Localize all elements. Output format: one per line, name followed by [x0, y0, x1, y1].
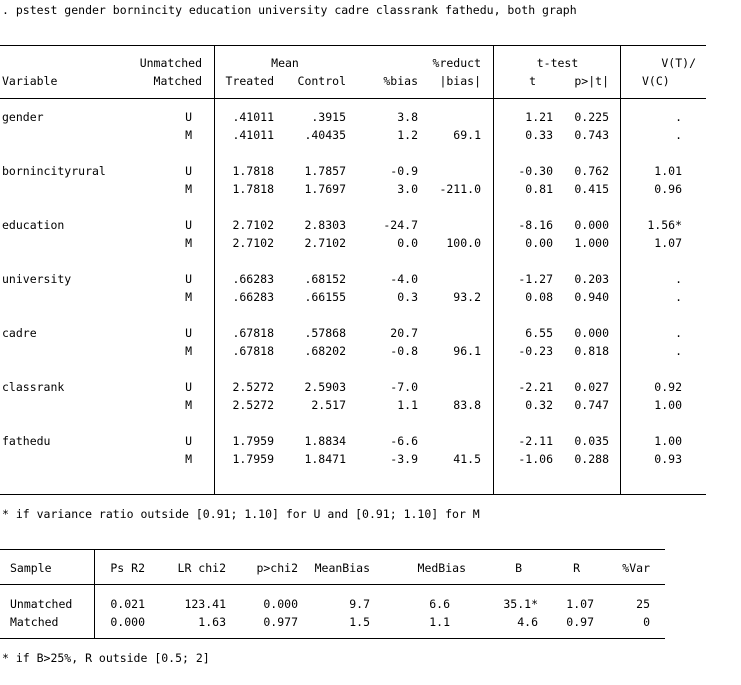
cell-t: -2.11 — [518, 434, 553, 448]
cell-t: -0.30 — [518, 164, 553, 178]
summary-cell-medbias: 1.1 — [429, 615, 450, 629]
cell-control: 1.7857 — [304, 164, 346, 178]
cell-vr: 0.92 — [654, 380, 682, 394]
summary-cell-sample: Matched — [10, 615, 59, 629]
cell-p: 0.818 — [574, 344, 609, 358]
cell-reduct: 69.1 — [453, 128, 481, 142]
cell-um: M — [185, 290, 192, 304]
cell-bias: 0.0 — [397, 236, 418, 250]
cell-t: 0.33 — [525, 128, 553, 142]
cell-um: M — [185, 182, 192, 196]
summary-header-rule — [0, 584, 665, 585]
cell-treated: .67818 — [232, 326, 274, 340]
header-reduct: %reduct — [432, 56, 481, 70]
cell-t: 0.81 — [525, 182, 553, 196]
header-b: B — [515, 561, 522, 575]
b-r-footnote: * if B>25%, R outside [0.5; 2] — [2, 651, 210, 665]
header-lr-chi2: LR chi2 — [177, 561, 226, 575]
cell-um: U — [185, 326, 192, 340]
header-ttest: t-test — [536, 56, 579, 70]
cell-treated: 2.5272 — [232, 398, 274, 412]
cell-reduct: 41.5 — [453, 452, 481, 466]
cell-p: 0.203 — [574, 272, 609, 286]
cell-t: 0.32 — [525, 398, 553, 412]
summary-cell-psr2: 0.000 — [110, 615, 145, 629]
cell-bias: -6.6 — [390, 434, 418, 448]
summary-cell-psr2: 0.021 — [110, 597, 145, 611]
header-t: t — [529, 74, 536, 88]
summary-column-divider — [94, 549, 95, 638]
column-divider — [214, 45, 215, 494]
cell-control: 2.7102 — [304, 236, 346, 250]
cell-reduct: 83.8 — [453, 398, 481, 412]
cell-bias: 1.1 — [397, 398, 418, 412]
cell-bias: 3.0 — [397, 182, 418, 196]
cell-p: 0.743 — [574, 128, 609, 142]
cell-um: M — [185, 398, 192, 412]
cell-vr: 1.56* — [647, 218, 682, 232]
summary-cell-lrchi2: 1.63 — [198, 615, 226, 629]
summary-cell-medbias: 6.6 — [429, 597, 450, 611]
table-header-rule — [0, 98, 706, 99]
header-variable: Variable — [2, 74, 58, 88]
cell-vr: 1.07 — [654, 236, 682, 250]
cell-control: 2.5903 — [304, 380, 346, 394]
cell-treated: 1.7959 — [232, 434, 274, 448]
cell-p: 0.027 — [574, 380, 609, 394]
cell-control: .66155 — [304, 290, 346, 304]
cell-control: 1.8834 — [304, 434, 346, 448]
cell-t: -2.21 — [518, 380, 553, 394]
cell-p: 0.035 — [574, 434, 609, 448]
cell-bias: 0.3 — [397, 290, 418, 304]
cell-p: 0.000 — [574, 218, 609, 232]
header-control: Control — [297, 74, 346, 88]
summary-bottom-rule — [0, 638, 665, 639]
header-matched: Matched — [153, 74, 202, 88]
cell-p: 0.940 — [574, 290, 609, 304]
cell-treated: .41011 — [232, 110, 274, 124]
cell-treated: .66283 — [232, 272, 274, 286]
cell-control: 1.7697 — [304, 182, 346, 196]
header-r: R — [573, 561, 580, 575]
cell-bias: -24.7 — [383, 218, 418, 232]
summary-cell-lrchi2: 123.41 — [184, 597, 226, 611]
summary-cell-meanbias: 9.7 — [349, 597, 370, 611]
cell-um: U — [185, 434, 192, 448]
summary-cell-pchi2: 0.977 — [263, 615, 298, 629]
cell-t: -1.06 — [518, 452, 553, 466]
cell-p: 0.747 — [574, 398, 609, 412]
command-line: . pstest gender bornincity education university cadre classrank fathedu, both graph — [2, 3, 577, 17]
variable-name: cadre — [2, 326, 37, 340]
cell-bias: -0.9 — [390, 164, 418, 178]
header-ps-r2: Ps R2 — [110, 561, 145, 575]
cell-bias: -0.8 — [390, 344, 418, 358]
variable-name: fathedu — [2, 434, 51, 448]
cell-t: -8.16 — [518, 218, 553, 232]
cell-um: M — [185, 452, 192, 466]
cell-t: 0.08 — [525, 290, 553, 304]
cell-treated: 2.5272 — [232, 380, 274, 394]
header-sample: Sample — [10, 561, 52, 575]
cell-p: 0.225 — [574, 110, 609, 124]
header-meanbias: MeanBias — [314, 561, 370, 575]
cell-vr: . — [675, 326, 682, 340]
cell-treated: .67818 — [232, 344, 274, 358]
cell-bias: -7.0 — [390, 380, 418, 394]
header-medbias: MedBias — [417, 561, 466, 575]
cell-p: 0.762 — [574, 164, 609, 178]
cell-control: .68202 — [304, 344, 346, 358]
cell-p: 0.415 — [574, 182, 609, 196]
cell-control: .3915 — [311, 110, 346, 124]
cell-p: 0.000 — [574, 326, 609, 340]
summary-cell-r: 1.07 — [566, 597, 594, 611]
cell-p: 0.288 — [574, 452, 609, 466]
cell-treated: 2.7102 — [232, 218, 274, 232]
header-pct-var: %Var — [622, 561, 650, 575]
summary-cell-b: 35.1* — [503, 597, 538, 611]
cell-treated: 1.7818 — [232, 182, 274, 196]
cell-t: -0.23 — [518, 344, 553, 358]
cell-bias: 20.7 — [390, 326, 418, 340]
cell-vr: 1.00 — [654, 434, 682, 448]
header-treated: Treated — [225, 74, 274, 88]
cell-control: 2.517 — [311, 398, 346, 412]
header-abs-bias: |bias| — [439, 74, 481, 88]
cell-vr: 1.00 — [654, 398, 682, 412]
cell-bias: -4.0 — [390, 272, 418, 286]
cell-treated: 2.7102 — [232, 236, 274, 250]
header-bias: %bias — [383, 74, 418, 88]
variable-name: university — [2, 272, 72, 286]
cell-t: 0.00 — [525, 236, 553, 250]
cell-bias: 1.2 — [397, 128, 418, 142]
cell-vr: . — [675, 272, 682, 286]
variable-name: gender — [2, 110, 44, 124]
cell-vr: . — [675, 110, 682, 124]
cell-um: M — [185, 128, 192, 142]
cell-control: 1.8471 — [304, 452, 346, 466]
cell-um: M — [185, 236, 192, 250]
cell-um: U — [185, 272, 192, 286]
summary-cell-var: 25 — [636, 597, 650, 611]
cell-vr: 0.93 — [654, 452, 682, 466]
summary-cell-meanbias: 1.5 — [349, 615, 370, 629]
cell-treated: 1.7959 — [232, 452, 274, 466]
summary-top-rule — [0, 549, 665, 550]
column-divider — [493, 45, 494, 494]
cell-control: .68152 — [304, 272, 346, 286]
summary-cell-pchi2: 0.000 — [263, 597, 298, 611]
cell-um: U — [185, 218, 192, 232]
variable-name: education — [2, 218, 65, 232]
summary-cell-var: 0 — [643, 615, 650, 629]
cell-treated: 1.7818 — [232, 164, 274, 178]
variable-name: classrank — [2, 380, 65, 394]
cell-um: M — [185, 344, 192, 358]
cell-um: U — [185, 164, 192, 178]
cell-t: 1.21 — [525, 110, 553, 124]
cell-reduct: 96.1 — [453, 344, 481, 358]
cell-bias: 3.8 — [397, 110, 418, 124]
summary-cell-sample: Unmatched — [10, 597, 73, 611]
column-divider — [620, 45, 621, 494]
cell-control: .40435 — [304, 128, 346, 142]
cell-treated: .66283 — [232, 290, 274, 304]
cell-t: -1.27 — [518, 272, 553, 286]
cell-p: 1.000 — [574, 236, 609, 250]
header-p-chi2: p>chi2 — [256, 561, 298, 575]
header-p: p>|t| — [574, 74, 609, 88]
header-vr: V(C) — [642, 74, 670, 88]
cell-um: U — [185, 380, 192, 394]
cell-reduct: 93.2 — [453, 290, 481, 304]
cell-um: U — [185, 110, 192, 124]
cell-reduct: -211.0 — [439, 182, 481, 196]
variable-name: bornincityrural — [2, 164, 106, 178]
cell-vr: 0.96 — [654, 182, 682, 196]
table-bottom-rule — [0, 494, 706, 495]
cell-control: .57868 — [304, 326, 346, 340]
variance-footnote: * if variance ratio outside [0.91; 1.10] for U and [0.91; 1.10] for M — [2, 507, 480, 521]
summary-cell-r: 0.97 — [566, 615, 594, 629]
header-vr-top: V(T)/ — [661, 56, 696, 70]
cell-control: 2.8303 — [304, 218, 346, 232]
cell-t: 6.55 — [525, 326, 553, 340]
cell-vr: . — [675, 128, 682, 142]
table-top-rule — [0, 45, 706, 46]
cell-vr: . — [675, 344, 682, 358]
header-unmatched: Unmatched — [139, 56, 202, 70]
cell-treated: .41011 — [232, 128, 274, 142]
summary-cell-b: 4.6 — [517, 615, 538, 629]
cell-reduct: 100.0 — [446, 236, 481, 250]
header-mean: Mean — [271, 56, 299, 70]
cell-bias: -3.9 — [390, 452, 418, 466]
cell-vr: 1.01 — [654, 164, 682, 178]
cell-vr: . — [675, 290, 682, 304]
